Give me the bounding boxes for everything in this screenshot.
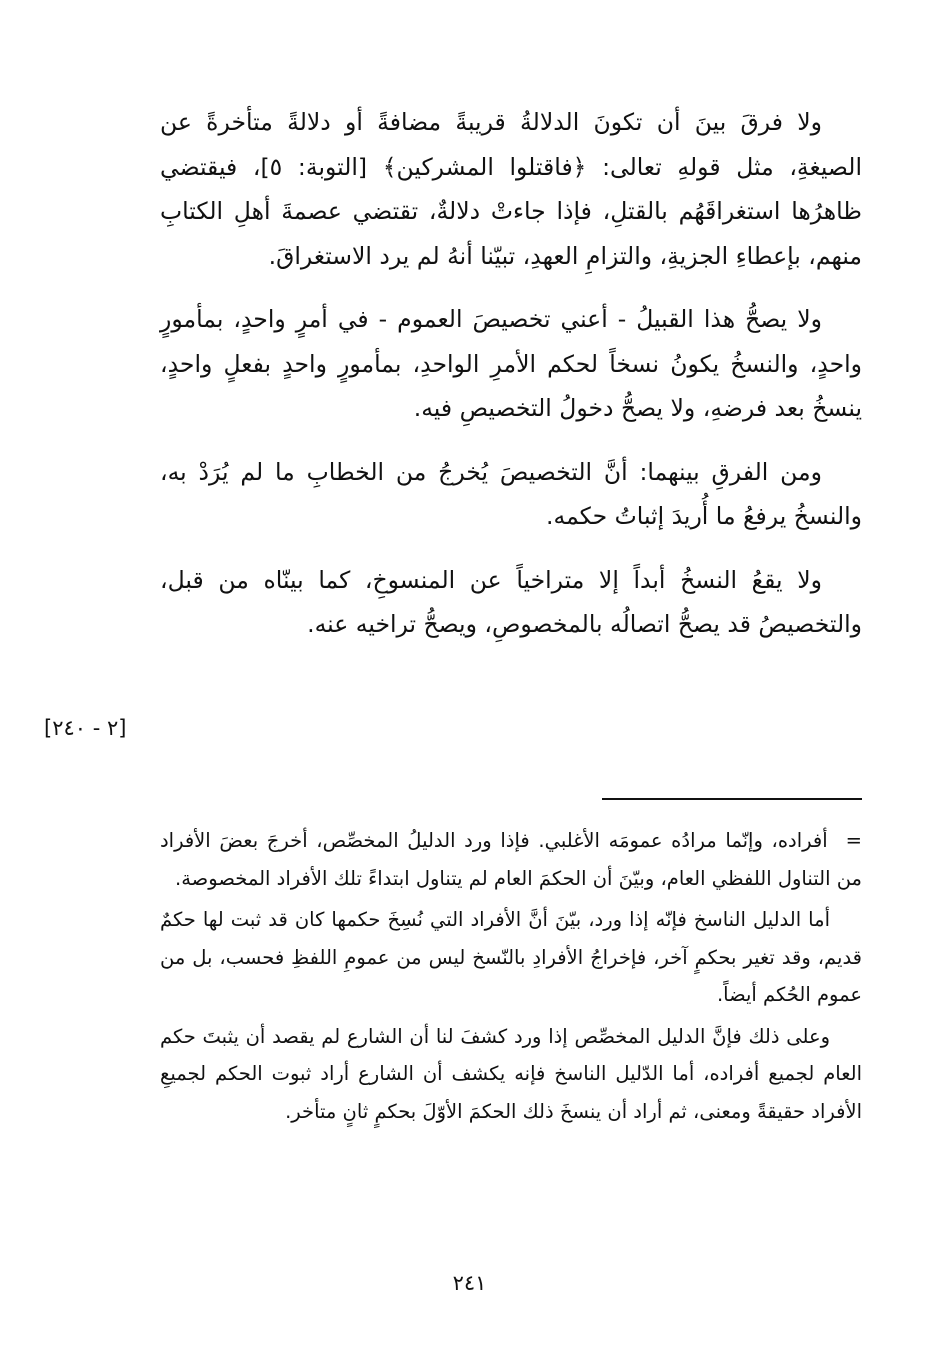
continuation-mark: = — [845, 829, 862, 852]
paragraph: ولا يصحُّ هذا القبيلُ - أعني تخصيصَ العموم - في أمرٍ واحدٍ، بمأمورٍ واحدٍ، والنسخُ يكونُ نسخاً لحكم الأمرِ الواحدِ، بمأمورٍ واحدٍ بفعلٍ واحدٍ، ينسخُ بعد فرضهِ، ولا يصحُّ دخولُ التخصيصِ فيه. — [160, 305, 862, 422]
paragraph: ولا يقعُ النسخُ أبداً إلا متراخياً عن المنسوخِ، كما بينّاه من قبل، والتخصيصُ قد يصحُّ اتصالُه بالمخصوصِ، ويصحُّ تراخيه عنه. — [160, 565, 862, 638]
page-number: ٢٤١ — [452, 1271, 487, 1295]
margin-reference: [٢ - ٢٤٠] — [44, 716, 127, 740]
footnote-text: أفراده، وإنّما مرادُه عمومَه الأغلبي. فإذا ورد الدليلُ المخصِّص، أخرجَ بعضَ الأفراد من التناول اللفظي العام، وبيّنَ أن الحكمَ العام لم يتناول ابتداءً تلك الأفراد المخصوصة. — [160, 829, 862, 890]
footnote-paragraph: وعلى ذلك فإنَّ الدليل المخصِّص إذا ورد كشفَ لنا أن الشارع لم يقصد أن يثبتَ حكم العام لجميع أفراده، أما الدّليل الناسخ فإنه يكشف أن الشارع أراد ثبوت الحكم لجميعِ الأفراد حقيقةً ومعنى، ثم أراد أن ينسخَ ذلك الحكمَ الأوّلَ بحكمٍ ثانٍ متأخر. — [160, 1024, 862, 1123]
paragraph: ومن الفرقِ بينهما: أنَّ التخصيصَ يُخرجُ من الخطابِ ما لم يُرَدْ به، والنسخُ يرفعُ ما أُريدَ إثباتُ حكمه. — [160, 457, 862, 530]
footnotes — [160, 822, 862, 1134]
main-text — [160, 100, 862, 666]
footnote-divider — [602, 798, 862, 800]
paragraph: ولا فرقَ بينَ أن تكونَ الدلالةُ قريبةً مضافةً أو دلالةً متأخرةً عن الصيغةِ، مثل قولهِ تعالى: ﴿فاقتلوا المشركين﴾ [التوبة: ٥]، فيقتضي ظاهرُها استغراقَهُم بالقتلِ، فإذا جاءتْ دلالةٌ، تقتضي عصمةَ أهلِ الكتابِ منهم، بإعطاءِ الجزيةِ، والتزامِ العهدِ، تبيّنا أنهُ لم يرد الاستغراقَ. — [160, 108, 862, 270]
footnote-paragraph: أما الدليل الناسخ فإنّه إذا ورد، بيّنَ أنَّ الأفراد التي نُسِخَ حكمها كان قد ثبت لها حكمٌ قديم، وقد تغير بحكمٍ آخر، فإخراجُ الأفرادِ بالنّسخ ليس من عمومِ اللفظِ فحسب، بل من عموم الحُكم أيضاً. — [160, 908, 862, 1006]
footnote-continued — [160, 822, 862, 897]
